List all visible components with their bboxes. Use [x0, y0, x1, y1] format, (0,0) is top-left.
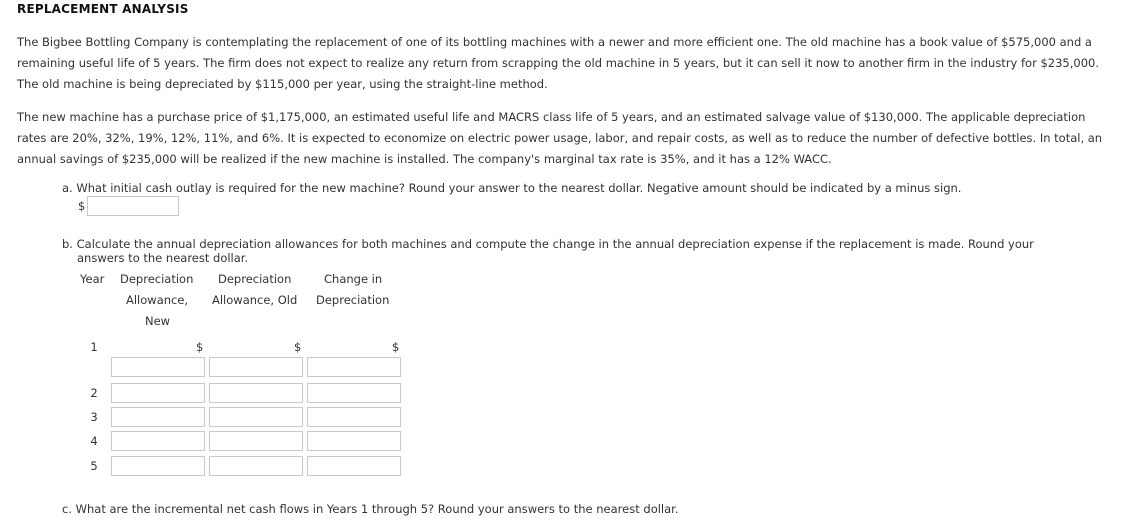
year-label: 2: [90, 386, 98, 400]
depr-change-year-3-input[interactable]: [307, 407, 401, 427]
depr-change-year-2-input[interactable]: [307, 383, 401, 403]
currency-sign: $: [294, 340, 302, 354]
year-label: 4: [90, 434, 98, 448]
year-label: 3: [90, 410, 98, 424]
year-label: 5: [90, 459, 98, 473]
depr-old-year-5-input[interactable]: [209, 456, 303, 476]
currency-sign: $: [392, 340, 400, 354]
depr-change-year-1-input[interactable]: [307, 357, 401, 377]
depr-new-year-4-input[interactable]: [111, 431, 205, 451]
question-b-text-line2: answers to the nearest dollar.: [77, 251, 249, 265]
header-new-line1: Depreciation: [120, 272, 194, 286]
initial-outlay-input[interactable]: [87, 196, 179, 216]
header-old-line1: Depreciation: [218, 272, 292, 286]
question-a-currency: $: [78, 199, 86, 213]
depr-new-year-3-input[interactable]: [111, 407, 205, 427]
problem-paragraph-2: The new machine has a purchase price of $1,175,000, an estimated useful life and MACRS class life of 5 years, and an estimated salvage value of $130,000. The applicable depreciation rates are 20%, 32%, 19%, 12%, 11%, and 6%. It is expected to economize on electric power usage, labor, and repair costs, as well as to reduce the number of defective bottles. In total, an annual savings of $235,000 will be realized if the new machine is installed. The company's marginal tax rate is 35%, and it has a 12% WACC.: [17, 110, 1103, 166]
depr-old-year-1-input[interactable]: [209, 357, 303, 377]
header-old-line2: Allowance, Old: [212, 293, 298, 307]
header-new-line2: Allowance,: [126, 293, 189, 307]
header-change-line2: Depreciation: [316, 293, 390, 307]
header-new-line3: New: [145, 314, 171, 328]
header-year: Year: [80, 272, 105, 286]
year-label: 1: [90, 340, 98, 354]
page-title: REPLACEMENT ANALYSIS: [17, 2, 189, 16]
question-b-text-line1: b. Calculate the annual depreciation allowances for both machines and compute the change in the annual depreciation expense if the replacement is made. Round your: [62, 237, 1034, 251]
depr-old-year-2-input[interactable]: [209, 383, 303, 403]
problem-paragraph-1: The Bigbee Bottling Company is contemplating the replacement of one of its bottling machines with a newer and more efficient one. The old machine has a book value of $575,000 and a remaining useful life of 5 years. The firm does not expect to realize any return from scrapping the old machine in 5 years, but it can sell it now to another firm in the industry for $235,000. The old machine is being depreciated by $115,000 per year, using the straight-line method.: [17, 35, 1100, 91]
header-change-line1: Change in: [324, 272, 383, 286]
depr-change-year-4-input[interactable]: [307, 431, 401, 451]
depr-change-year-5-input[interactable]: [307, 456, 401, 476]
depr-new-year-5-input[interactable]: [111, 456, 205, 476]
depr-old-year-3-input[interactable]: [209, 407, 303, 427]
depr-new-year-2-input[interactable]: [111, 383, 205, 403]
depr-new-year-1-input[interactable]: [111, 357, 205, 377]
depr-old-year-4-input[interactable]: [209, 431, 303, 451]
currency-sign: $: [196, 340, 204, 354]
question-c-text: c. What are the incremental net cash flows in Years 1 through 5? Round your answers to the nearest dollar.: [62, 502, 679, 516]
question-a-text: a. What initial cash outlay is required for the new machine? Round your answer to the nearest dollar. Negative amount should be indicated by a minus sign.: [62, 181, 962, 195]
